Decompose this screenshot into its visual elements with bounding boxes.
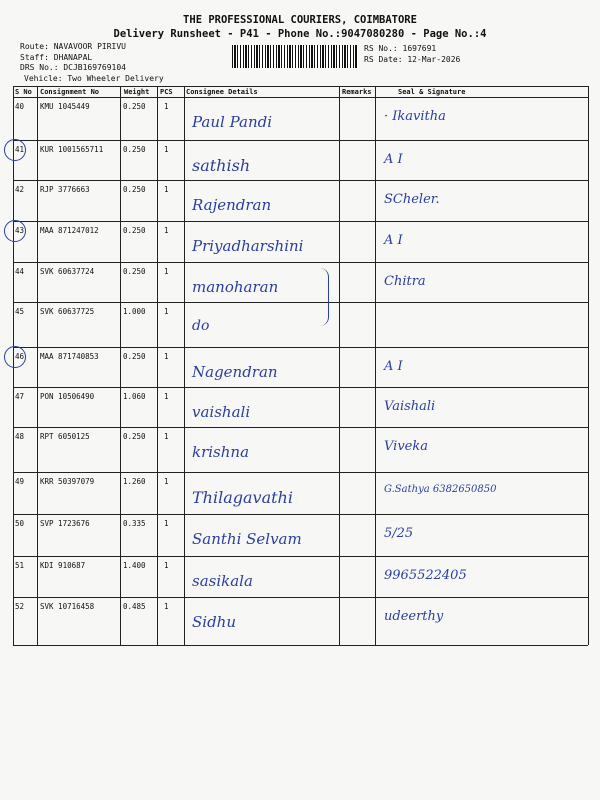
row-consignment-no: MAA 871247012 bbox=[40, 226, 99, 235]
row-divider bbox=[13, 514, 588, 515]
row-consignee-handwritten: Sidhu bbox=[192, 613, 236, 631]
row-divider bbox=[13, 556, 588, 557]
column-divider bbox=[157, 86, 158, 645]
row-sno: 43 bbox=[15, 226, 25, 235]
row-consignment-no: RPT 6050125 bbox=[40, 432, 90, 441]
row-weight: 0.250 bbox=[123, 226, 146, 235]
row-consignee-handwritten: Rajendran bbox=[192, 196, 272, 214]
row-pcs: 1 bbox=[164, 519, 169, 528]
column-divider bbox=[184, 86, 185, 645]
row-signature: Vaishali bbox=[384, 399, 436, 414]
row-pcs: 1 bbox=[164, 102, 169, 111]
row-pcs: 1 bbox=[164, 561, 169, 570]
col-sno: S No bbox=[15, 88, 32, 96]
row-divider bbox=[13, 221, 588, 222]
row-sno: 52 bbox=[15, 602, 25, 611]
row-consignee-handwritten: do bbox=[192, 318, 210, 334]
row-sno: 49 bbox=[15, 477, 25, 486]
row-weight: 1.060 bbox=[123, 392, 146, 401]
row-pcs: 1 bbox=[164, 392, 169, 401]
row-weight: 0.485 bbox=[123, 602, 146, 611]
row-signature: A I bbox=[384, 359, 403, 374]
row-consignee-handwritten: Thilagavathi bbox=[192, 488, 293, 507]
vehicle-label: Vehicle: Two Wheeler Delivery bbox=[24, 73, 164, 83]
row-consignment-no: KUR 1001565711 bbox=[40, 145, 104, 154]
row-consignee-handwritten: krishna bbox=[192, 443, 250, 461]
route-label: Route: NAVAVOOR PIRIVU bbox=[20, 42, 126, 51]
row-consignee-handwritten: sasikala bbox=[192, 572, 253, 590]
row-signature: 5/25 bbox=[384, 526, 414, 541]
row-weight: 0.335 bbox=[123, 519, 146, 528]
row-consignee-handwritten: manoharan bbox=[192, 278, 279, 296]
row-signature: A I bbox=[384, 152, 403, 167]
row-divider bbox=[13, 347, 588, 348]
row-consignee-handwritten: Santhi Selvam bbox=[192, 530, 302, 548]
col-remarks: Remarks bbox=[342, 88, 372, 96]
sno-circle-mark bbox=[4, 139, 26, 161]
row-sno: 46 bbox=[15, 352, 25, 361]
row-weight: 0.250 bbox=[123, 432, 146, 441]
meta-right bbox=[364, 44, 460, 65]
column-divider bbox=[37, 86, 38, 645]
row-consignee-handwritten: vaishali bbox=[192, 403, 251, 421]
col-weight: Weight bbox=[124, 88, 150, 96]
table-bottom-border bbox=[13, 645, 588, 646]
row-weight: 0.250 bbox=[123, 185, 146, 194]
row-consignment-no: MAA 871740853 bbox=[40, 352, 99, 361]
row-weight: 0.250 bbox=[123, 145, 146, 154]
row-consignment-no: SVK 60637724 bbox=[40, 267, 95, 276]
row-consignment-no: SVP 1723676 bbox=[40, 519, 90, 528]
row-pcs: 1 bbox=[164, 477, 169, 486]
column-divider bbox=[375, 86, 376, 645]
runsheet-subtitle: Delivery Runsheet - P41 - Phone No.:9047080280 - Page No.:4 bbox=[113, 28, 487, 40]
row-pcs: 1 bbox=[164, 307, 169, 316]
row-pcs: 1 bbox=[164, 352, 169, 361]
row-pcs: 1 bbox=[164, 185, 169, 194]
row-signature: · Ikavitha bbox=[384, 109, 446, 124]
row-signature: 9965522405 bbox=[384, 568, 467, 583]
row-divider bbox=[13, 597, 588, 598]
col-consignee: Consignee Details bbox=[186, 88, 258, 96]
row-consignment-no: KDI 910687 bbox=[40, 561, 86, 570]
row-sno: 51 bbox=[15, 561, 25, 570]
row-sno: 47 bbox=[15, 392, 25, 401]
row-weight: 1.260 bbox=[123, 477, 146, 486]
row-consignee-handwritten: sathish bbox=[192, 156, 251, 175]
row-sno: 44 bbox=[15, 267, 25, 276]
row-divider bbox=[13, 472, 588, 473]
row-consignee-handwritten: Nagendran bbox=[192, 363, 278, 381]
row-consignee-handwritten: Priyadharshini bbox=[192, 237, 304, 255]
row-consignment-no: RJP 3776663 bbox=[40, 185, 90, 194]
row-divider bbox=[13, 427, 588, 428]
row-divider bbox=[13, 387, 588, 388]
row-weight: 1.000 bbox=[123, 307, 146, 316]
sno-circle-mark bbox=[4, 220, 26, 242]
row-sno: 50 bbox=[15, 519, 25, 528]
row-pcs: 1 bbox=[164, 226, 169, 235]
row-signature: Viveka bbox=[384, 439, 428, 454]
row-sno: 45 bbox=[15, 307, 25, 316]
row-divider bbox=[13, 262, 588, 263]
rs-number: RS No.: 1697691 bbox=[364, 44, 437, 53]
rs-date: RS Date: 12-Mar-2026 bbox=[364, 54, 461, 64]
row-sno: 41 bbox=[15, 145, 25, 154]
row-weight: 0.250 bbox=[123, 102, 146, 111]
staff-label: Staff: DHANAPAL bbox=[20, 52, 93, 62]
barcode-image bbox=[232, 45, 358, 68]
row-divider bbox=[13, 140, 588, 141]
sno-circle-mark bbox=[4, 346, 26, 368]
row-signature: G.Sathya 6382650850 bbox=[384, 484, 497, 495]
row-pcs: 1 bbox=[164, 145, 169, 154]
row-pcs: 1 bbox=[164, 432, 169, 441]
meta-left bbox=[20, 42, 164, 84]
row-signature: A I bbox=[384, 233, 403, 248]
row-signature: Chitra bbox=[384, 274, 426, 289]
row-consignment-no: KRR 50397079 bbox=[40, 477, 95, 486]
row-pcs: 1 bbox=[164, 602, 169, 611]
bracket-mark bbox=[320, 268, 329, 326]
row-weight: 0.250 bbox=[123, 267, 146, 276]
column-divider bbox=[120, 86, 121, 645]
row-consignment-no: SVK 60637725 bbox=[40, 307, 95, 316]
row-signature: SCheler. bbox=[384, 192, 440, 207]
col-pcs: PCS bbox=[160, 88, 173, 96]
column-divider bbox=[339, 86, 340, 645]
row-consignment-no: SVK 10716458 bbox=[40, 602, 95, 611]
row-weight: 0.250 bbox=[123, 352, 146, 361]
row-weight: 1.400 bbox=[123, 561, 146, 570]
table-top-border bbox=[13, 86, 588, 87]
row-consignee-handwritten: Paul Pandi bbox=[192, 113, 273, 131]
row-sno: 48 bbox=[15, 432, 25, 441]
row-signature: udeerthy bbox=[384, 609, 444, 624]
row-consignment-no: PON 10506490 bbox=[40, 392, 95, 401]
row-pcs: 1 bbox=[164, 267, 169, 276]
company-title: THE PROFESSIONAL COURIERS, COIMBATORE bbox=[183, 14, 417, 26]
row-sno: 42 bbox=[15, 185, 25, 194]
row-divider bbox=[13, 97, 588, 98]
column-divider bbox=[588, 86, 589, 645]
row-sno: 40 bbox=[15, 102, 25, 111]
col-signature: Seal & Signature bbox=[398, 88, 466, 96]
drs-number: DRS No.: DCJB169769104 bbox=[20, 63, 126, 72]
row-consignment-no: KMU 1045449 bbox=[40, 102, 90, 111]
row-divider bbox=[13, 302, 588, 303]
col-consignment: Consignment No bbox=[40, 88, 100, 96]
row-divider bbox=[13, 180, 588, 181]
